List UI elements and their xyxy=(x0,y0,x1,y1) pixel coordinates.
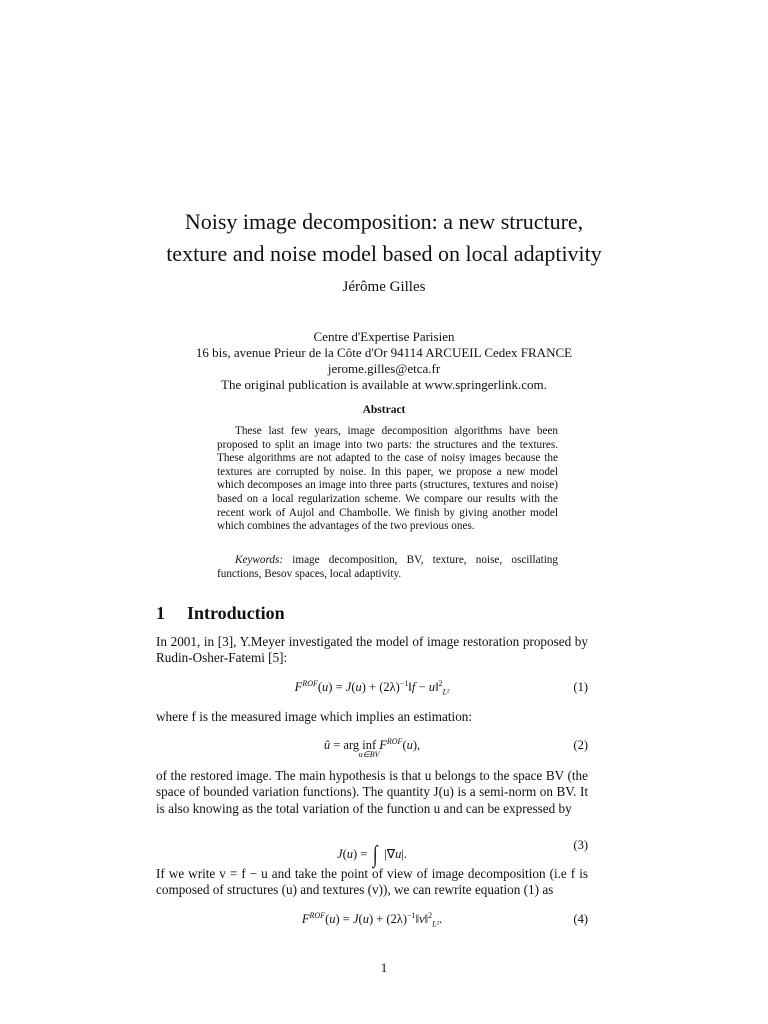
title-line-2: texture and noise model based on local adaptivity xyxy=(166,241,602,266)
paragraph-4: If we write v = f − u and take the point of view of image decomposition (i.e f is composed of structures (u) and textures (v)), we can rewrite equation (1) as xyxy=(156,866,588,898)
keywords-label: Keywords: xyxy=(235,554,284,566)
section-number: 1 xyxy=(156,603,165,623)
paragraph-2: where f is the measured image which implies an estimation: xyxy=(156,709,473,724)
equation-4-body: $F^{ROF}(u) = J(u)$ + $(2\lambda)^{-1}‖v‖^2_{L^2}$. xyxy=(301,910,443,929)
affiliation-line-2: 16 bis, avenue Prieur de la Côte d'Or 94114 ARCUEIL Cedex FRANCE xyxy=(195,345,573,360)
title-line-1: Noisy image decomposition: a new structure, xyxy=(184,209,584,234)
keywords xyxy=(217,553,558,581)
paragraph-3: of the restored image. The main hypothesis is that u belongs to the space BV (the space of bounded variation functions). The quantity J(u) is a semi-norm on BV. It is also knowing as the total variation of the function u and can be expressed by xyxy=(156,768,588,816)
author-name: Jérôme Gilles xyxy=(342,279,426,295)
affiliation-block xyxy=(0,329,768,393)
abstract-heading: Abstract xyxy=(362,404,406,416)
affiliation-line-1: Centre d'Expertise Parisien xyxy=(313,329,455,344)
equation-1-number: (1) xyxy=(573,680,588,694)
keywords-text: image decomposition, BV, texture, noise, oscillating functions, Besov spaces, local adaptivity. xyxy=(217,554,558,580)
section-heading xyxy=(156,603,285,624)
page-number: 1 xyxy=(380,960,388,975)
equation-2-body: û = arg inf u∈BV $F^{ROF}(u)$, xyxy=(323,736,421,759)
publication-note: The original publication is available at www.springerlink.com. xyxy=(221,377,547,392)
equation-3 xyxy=(156,836,588,868)
equation-1 xyxy=(156,678,588,700)
equation-2-number: (2) xyxy=(573,738,588,752)
section-title: Introduction xyxy=(187,603,285,623)
equation-2 xyxy=(156,736,588,758)
paragraph-1: In 2001, in [3], Y.Meyer investigated the model of image restoration proposed by Rudin-Osher-Fatemi [5]: xyxy=(156,634,588,666)
abstract-text: These last few years, image decomposition algorithms have been proposed to split an image into two parts: the structures and the textures. These algorithms are not adapted to the case of noisy images because the textures are corrupted by noise. In this paper, we propose a new model which decomposes an image into three parts (structures, textures and noise) based on a local regularization scheme. We compare our results with the recent work of Aujol and Chambolle. We finish by giving another model which combines the advantages of the two previous ones. xyxy=(217,425,558,533)
equation-1-body: $F^{ROF}(u) = J(u)$ + $(2\lambda)^{-1}‖f$ − u‖$^2_{L^2}$ xyxy=(294,678,450,697)
affiliation-email: jerome.gilles@etca.fr xyxy=(327,361,441,376)
equation-4-number: (4) xyxy=(573,912,588,926)
equation-4 xyxy=(156,910,588,932)
paper-title xyxy=(0,206,768,270)
equation-3-body: J(u) = ∫ |∇u|. xyxy=(337,842,407,868)
equation-3-number: (3) xyxy=(573,838,588,852)
